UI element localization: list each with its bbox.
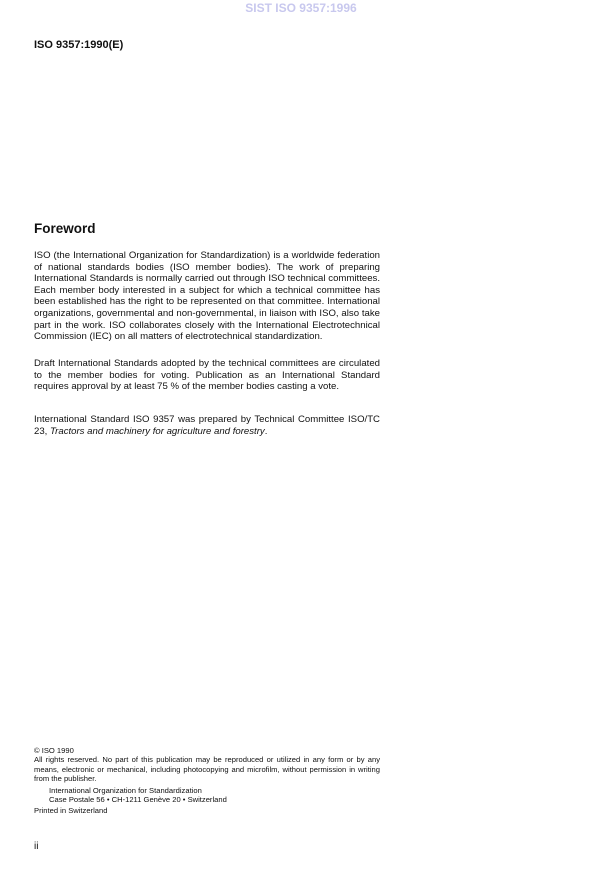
- address: Case Postale 56 • CH-1211 Genève 20 • Switzerland: [49, 795, 227, 805]
- printed-in: Printed in Switzerland: [34, 806, 108, 816]
- paragraph: Draft International Standards adopted by the technical committees are circulated to the member bodies for voting. Publication as an International Standard requires approval by at least 75 % of the member bodies casting a vote.: [34, 358, 380, 393]
- copyright: © ISO 1990: [34, 746, 74, 755]
- organization: International Organization for Standardization: [49, 785, 202, 795]
- committee-title: Tractors and machinery for agriculture and forestry: [50, 425, 265, 437]
- document-header: ISO 9357:1990(E): [34, 39, 124, 51]
- text: .: [264, 425, 268, 437]
- text: International Standard ISO 9357 was prepared by Technical Committee ISO/TC 23,: [34, 414, 380, 437]
- rights-notice: All rights reserved. No part of this publication may be reproduced or utilized in any form or by any means, electronic or mechanical, including photocopying and microfilm, without permission in writing from the publisher.: [34, 755, 380, 784]
- paragraph: [34, 414, 380, 437]
- footer: [34, 746, 380, 816]
- page-number: ii: [34, 841, 39, 852]
- paragraph: ISO (the International Organization for Standardization) is a worldwide federation of national standards bodies (ISO member bodies). The work of preparing International Standards is normally carried out through ISO technical committees. Each member body interested in a subject for which a technical committee has been established has the right to be represented on that committee. International organizations, governmental and non-governmental, in liaison with ISO, also take part in the work. ISO collaborates closely with the International Electrotechnical Commission (IEC) on all matters of electrotechnical standardization.: [34, 250, 380, 343]
- section-title: Foreword: [34, 221, 96, 236]
- watermark: SIST ISO 9357:1996: [245, 1, 357, 15]
